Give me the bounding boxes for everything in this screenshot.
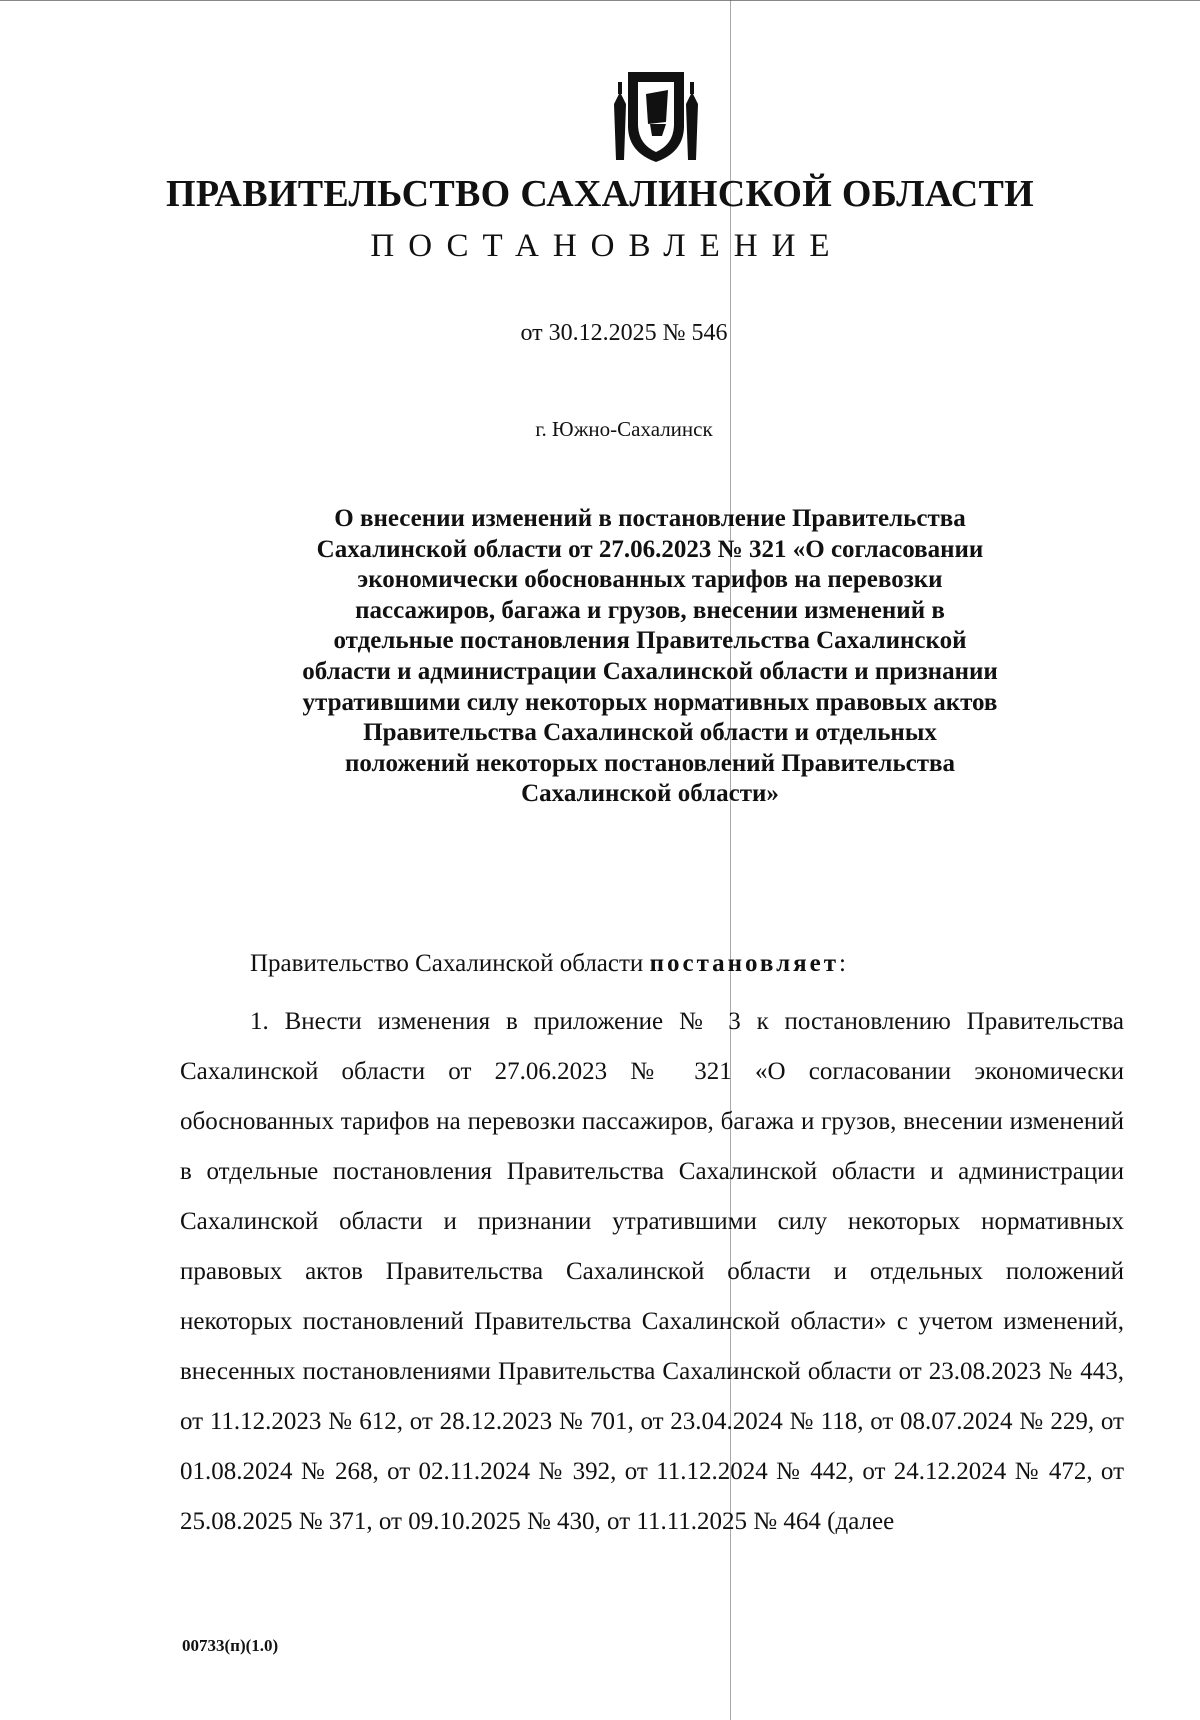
document-heading: О внесении изменений в постановление Правительства Сахалинской области от 27.06.2023 № 321 «О согласовании экономически обоснованных тарифов на перевозки пассажиров, багажа и грузов, внесении изменений в отдельные постановления Правительства Сахалинской области и администрации Сахалинской области и признании утратившими силу некоторых нормативных правовых актов Правительства Сахалинской области и отдельных положений некоторых постановлений Правительства Сахалинской области» [302,505,998,808]
coat-of-arms-icon [608,64,704,164]
document-number-date: от 30.12.2025 № 546 [520,320,728,346]
preamble-prefix: Правительство Сахалинской области [250,950,650,977]
preamble-verb: постановляет [649,950,840,977]
paragraph-1: 1. Внести изменения в приложение № 3 к постановлению Правительства Сахалинской области от 27.06.2023 № 321 «О согласовании экономически обоснованных тарифов на перевозки пассажиров, багажа и грузов, внесении изменений в отдельные постановления Правительства Сахалинской области и администрации Сахалинской области и признании утратившими силу некоторых нормативных правовых актов Правительства Сахалинской области и отдельных положений некоторых постановлений Правительства Сахалинской области» с учетом изменений, внесенных постановлениями Правительства Сахалинской области от 23.08.2023 № 443, от 11.12.2023 № 612, от 28.12.2023 № 701, от 23.04.2024 № 118, от 08.07.2024 № 229, от 01.08.2024 № 268, от 02.11.2024 № 392, от 11.12.2024 № 442, от 24.12.2024 № 472, от 25.08.2025 № 371, от 09.10.2025 № 430, от 11.11.2025 № 464 (далее [180,1008,1124,1535]
form-code: 00733(п)(1.0) [182,1636,279,1655]
scan-top-edge [0,0,1200,1]
preamble-suffix: : [839,950,846,977]
document-place: г. Южно-Сахалинск [535,417,713,441]
preamble [250,950,846,978]
government-title: ПРАВИТЕЛЬСТВО САХАЛИНСКОЙ ОБЛАСТИ [166,173,1034,215]
document-kind: ПОСТАНОВЛЕНИЕ [370,228,844,264]
